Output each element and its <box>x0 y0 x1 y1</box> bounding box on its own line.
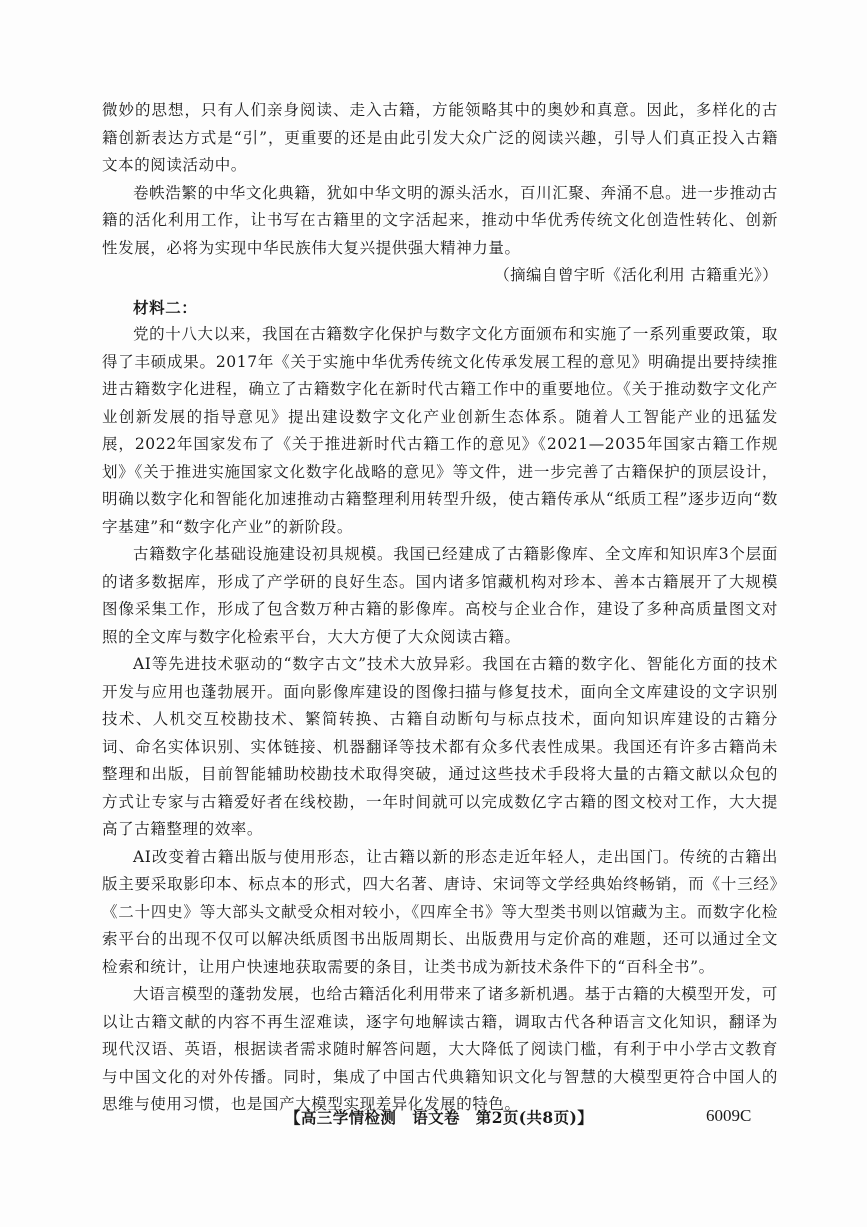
paragraph-large-models: 大语言模型的蓬勃发展，也给古籍活化利用带来了诸多新机遇。基于古籍的大模型开发，可以让古籍文献的内容不再生涩难读，逐字句地解读古籍，调取古代各种语言文化知识，翻译为现代汉语、英语，根据读者需求随时解答问题，大大降低了阅读门槛，有利于中小学古文教育与中国文化的对外传播。同时，集成了中国古代典籍知识文化与智慧的大模型更符合中国人的思维与使用习惯，也是国产大模型实现差异化发展的特色。 <box>102 985 778 1113</box>
source-citation: （摘编自曾宇昕《活化利用 古籍重光》） <box>494 266 778 284</box>
paragraph-continued: 微妙的思想，只有人们亲身阅读、走入古籍，方能领略其中的奥妙和真意。因此，多样化的古籍创新表达方式是“引”，更重要的还是由此引发大众广泛的阅读兴趣，引导人们真正投入古籍文本的阅读活动中。 <box>102 101 778 174</box>
paragraph-policy: 党的十八大以来，我国在古籍数字化保护与数字文化方面颁布和实施了一系列重要政策，取得了丰硕成果。2017年《关于实施中华优秀传统文化传承发展工程的意见》明确提出要持续推进古籍数字化进程，确立了古籍数字化在新时代古籍工作中的重要地位。《关于推动数字文化产业创新发展的指导意见》提出建设数字文化产业创新生态体系。随着人工智能产业的迅猛发展，2022年国家发布了《关于推进新时代古籍工作的意见》《2021—2035年国家古籍工作规划》《关于推进实施国家文化数字化战略的意见》等文件，进一步完善了古籍保护的顶层设计，明确以数字化和智能化加速推动古籍整理利用转型升级，使古籍传承从“纸质工程”逐步迈向“数字基建”和“数字化产业”的新阶段。 <box>102 325 778 536</box>
paragraph-classics-summary: 卷帙浩繁的中华文化典籍，犹如中华文明的源头活水，百川汇聚、奔涌不息。进一步推动古籍的活化利用工作，让书写在古籍里的文字活起来，推动中华优秀传统文化创造性转化、创新性发展，必将为实现中华民族伟大复兴提供强大精神力量。 <box>102 183 778 257</box>
paragraph-ai-publishing: AI改变着古籍出版与使用形态，让古籍以新的形态走近年轻人，走出国门。传统的古籍出版主要采取影印本、标点本的形式，四大名著、唐诗、宋词等文学经典始终畅销，而《十三经》《二十四史》等大部头文献受众相对较小，《四库全书》等大型类书则以馆藏为主。而数字化检索平台的出现不仅可以解决纸质图书出版周期长、出版费用与定价高的难题，还可以通过全文检索和统计，让用户快速地获取需要的条目，让类书成为新技术条件下的“百科全书”。 <box>102 847 778 976</box>
exam-page-info: 【高三学情检测 语文卷 第2页(共8页)】 <box>285 1108 594 1127</box>
paragraph-ai-technology: AI等先进技术驱动的“数字古文”技术大放异彩。我国在古籍的数字化、智能化方面的技术开发与应用也蓬勃展开。面向影像库建设的图像扫描与修复技术，面向全文库建设的文字识别技术、人机交互校勘技术、繁简转换、古籍自动断句与标点技术，面向知识库建设的古籍分词、命名实体识别、实体链接、机器翻译等技术都有众多代表性成果。我国还有许多古籍尚未整理和出版，目前智能辅助校勘技术取得突破，通过这些技术手段将大量的古籍文献以众包的方式让专家与古籍爱好者在线校勘，一年时间就可以完成数亿字古籍的图文校对工作，大大提高了古籍整理的效率。 <box>102 655 778 838</box>
page-content <box>102 97 778 1119</box>
paragraph-infrastructure: 古籍数字化基础设施建设初具规模。我国已经建成了古籍影像库、全文库和知识库3个层面的诸多数据库，形成了产学研的良好生态。国内诸多馆藏机构对珍本、善本古籍展开了大规模图像采集工作，形成了包含数万种古籍的影像库。高校与企业合作，建设了多种高质量图文对照的全文库与数字化检索平台，大大方便了大众阅读古籍。 <box>102 545 778 646</box>
page-footer <box>0 1102 867 1132</box>
exam-code: 6009C <box>706 1106 752 1125</box>
material-two-heading: 材料二： <box>133 297 198 317</box>
